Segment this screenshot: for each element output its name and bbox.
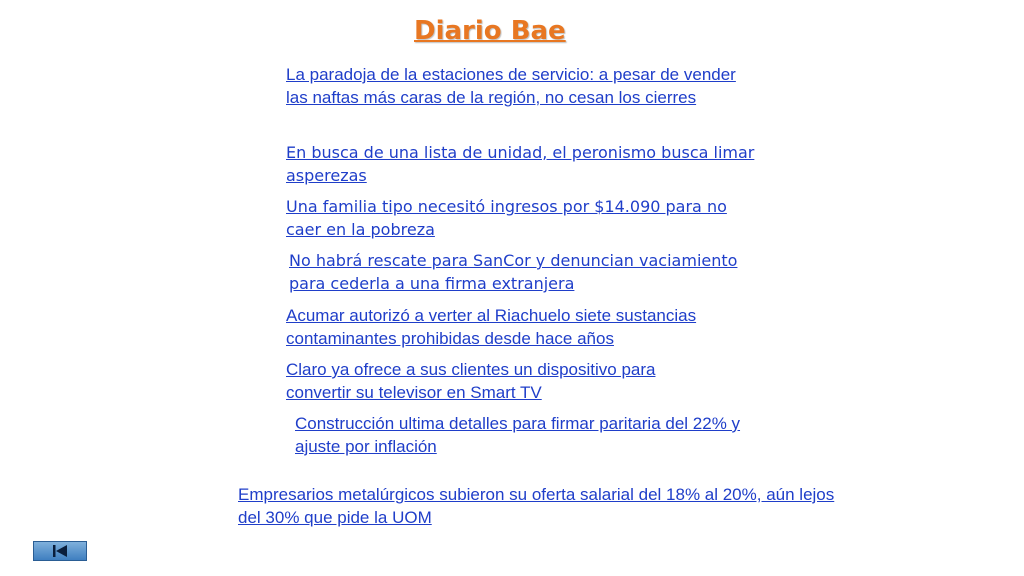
headline-sancor[interactable]: No habrá rescate para SanCor y denuncian vaciamiento para cederla a una firma extranjera: [289, 251, 738, 293]
headline-acumar[interactable]: Acumar autorizó a verter al Riachuelo siete sustancias contaminantes prohibidas desde hace años: [286, 306, 697, 348]
headline-estaciones[interactable]: La paradoja de la estaciones de servicio: a pesar de vender las naftas más caras de la región, no cesan los cierres: [286, 65, 736, 107]
headline-construccion[interactable]: Construcción ultima detalles para firmar paritaria del 22% y ajuste por inflación: [295, 414, 741, 456]
headline-claro[interactable]: Claro ya ofrece a sus clientes un dispositivo para convertir su televisor en Smart TV: [286, 360, 656, 402]
skip-back-icon: [51, 544, 69, 558]
headline-metalurgicos[interactable]: Empresarios metalúrgicos subieron su oferta salarial del 18% al 20%, aún lejos del 30% que pide la UOM: [238, 485, 835, 527]
back-button[interactable]: [33, 541, 87, 561]
headline-pobreza[interactable]: Una familia tipo necesitó ingresos por $14.090 para no caer en la pobreza: [286, 197, 727, 239]
headline-peronismo[interactable]: En busca de una lista de unidad, el peronismo busca limar asperezas: [286, 143, 755, 185]
page-title: Diario Bae: [414, 16, 566, 46]
